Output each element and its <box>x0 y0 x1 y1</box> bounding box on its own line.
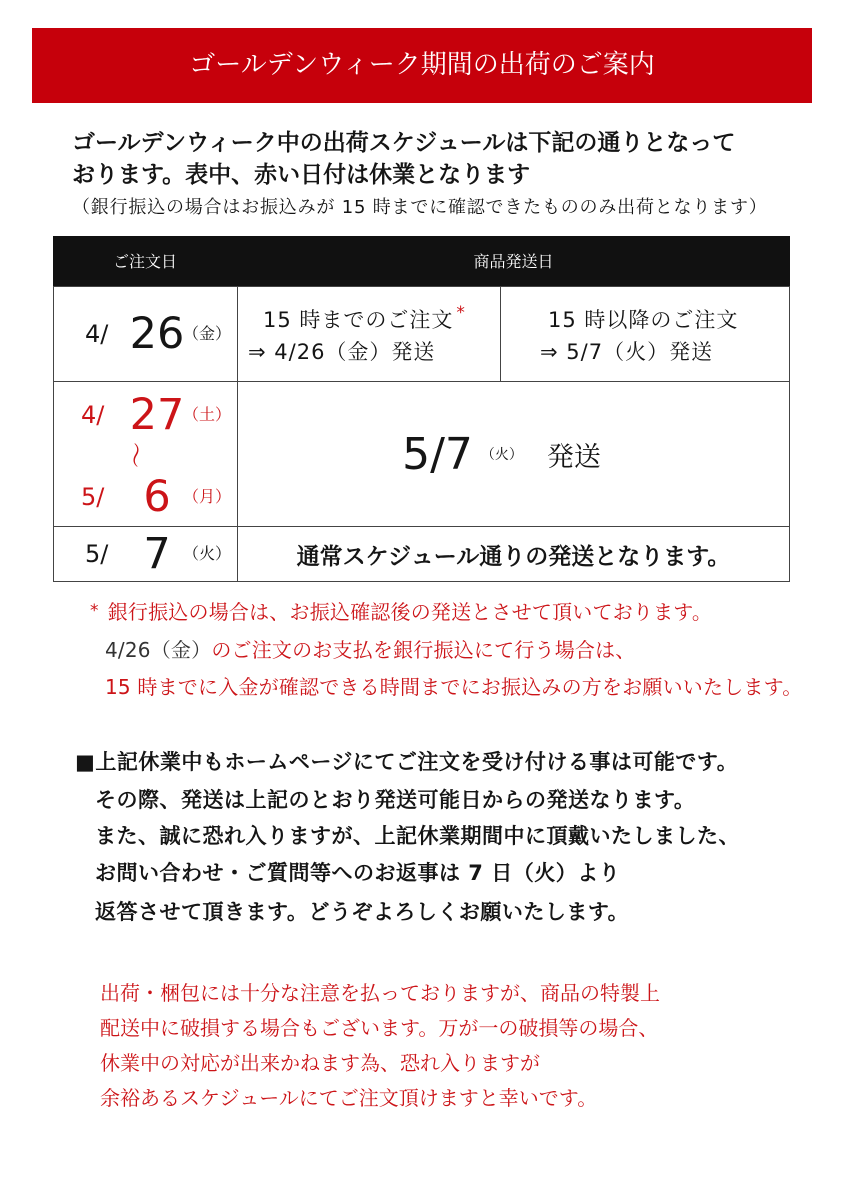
order-month: 5/ <box>81 483 105 511</box>
bank-note-date: 4/26（金） <box>105 638 212 662</box>
holiday-info-line: お問い合わせ・ご質問等へのお返事は 7 日（火）より <box>95 861 621 885</box>
order-weekday: （金） <box>183 324 232 343</box>
title-banner <box>32 28 812 103</box>
ship-date-cell <box>237 381 790 527</box>
page-title: ゴールデンウィーク期間の出荷のご案内 <box>189 50 655 80</box>
bank-note-line: 15 時までに入金が確認できる時間までにお振込みの方をお願いいたします。 <box>105 675 803 699</box>
intro-line: ゴールデンウィーク中の出荷スケジュールは下記の通りとなって <box>72 130 736 156</box>
bank-note-text: 銀行振込の場合は、お振込確認後の発送とさせて頂いております。 <box>107 600 713 624</box>
ship-date <box>238 382 789 526</box>
holiday-info-line: その際、発送は上記のとおり発送可能日からの発送なります。 <box>95 788 696 812</box>
ship-condition-label: 15 時までのご注文 <box>263 308 454 332</box>
ship-condition: 15 時以降のご注文 <box>548 308 739 332</box>
ship-label: 発送 <box>546 441 601 473</box>
holiday-info-line: ■上記休業中もホームページにてご注文を受け付ける事は可能です。 <box>75 750 739 774</box>
bank-note-line <box>105 637 636 663</box>
ship-condition <box>263 303 466 336</box>
bank-note-line <box>90 599 712 627</box>
header-ship-date: 商品発送日 <box>473 252 554 271</box>
packaging-caution-line: 余裕あるスケジュールにてご注文頂けますと幸いです。 <box>100 1086 598 1110</box>
ship-date-cell-before-15 <box>237 286 501 382</box>
order-date-from <box>54 390 237 440</box>
ship-date-value: 5/7 <box>402 428 473 480</box>
order-month: 4/ <box>81 401 105 429</box>
order-weekday: （火） <box>183 544 232 563</box>
bank-note-text: のご注文のお支払を銀行振込にて行う場合は、 <box>211 638 636 662</box>
range-wave-mark: 〜 <box>119 441 149 468</box>
holiday-info-line: また、誠に恐れ入りますが、上記休業期間中に頂戴いたしました、 <box>95 824 740 848</box>
packaging-caution-line: 出荷・梱包には十分な注意を払っておりますが、商品の特製上 <box>100 981 660 1005</box>
order-day: 27 <box>129 390 185 440</box>
order-date <box>54 309 237 359</box>
holiday-info-line: 返答させて頂きます。どうぞよろしくお願いたします。 <box>95 900 630 924</box>
bank-transfer-cutoff-note: （銀行振込の場合はお振込みが 15 時までに確認できたもののみ出荷となります） <box>72 197 768 218</box>
table-header-row <box>53 236 790 287</box>
packaging-caution-line: 休業中の対応が出来かねます為、恐れ入りますが <box>100 1051 540 1075</box>
order-date-cell <box>53 526 238 582</box>
order-month: 5/ <box>85 540 109 568</box>
ship-weekday: （火） <box>480 447 523 463</box>
asterisk-marker: * <box>456 303 466 323</box>
packaging-caution-line: 配送中に破損する場合もございます。万が一の破損等の場合、 <box>100 1016 659 1040</box>
order-day: 6 <box>143 472 171 522</box>
order-day: 7 <box>143 529 171 579</box>
order-day: 26 <box>129 309 185 359</box>
ship-date-cell <box>237 526 790 582</box>
order-weekday: （月） <box>183 487 232 506</box>
order-date-range-cell <box>53 381 238 527</box>
normal-schedule-text: 通常スケジュール通りの発送となります。 <box>296 543 731 570</box>
order-date <box>54 529 237 579</box>
header-order-date: ご注文日 <box>112 252 177 271</box>
shipping-schedule-table <box>53 236 790 582</box>
order-month: 4/ <box>85 320 109 348</box>
ship-date-cell-after-15 <box>500 286 790 382</box>
order-date-cell <box>53 286 238 382</box>
order-date-to <box>54 472 237 522</box>
asterisk-marker: * <box>90 601 99 621</box>
ship-result: ⇒ 5/7（火）発送 <box>540 340 714 364</box>
order-weekday: （土） <box>183 405 232 424</box>
intro-line: おります。表中、赤い日付は休業となります <box>72 162 531 188</box>
ship-result: ⇒ 4/26（金）発送 <box>248 340 436 364</box>
